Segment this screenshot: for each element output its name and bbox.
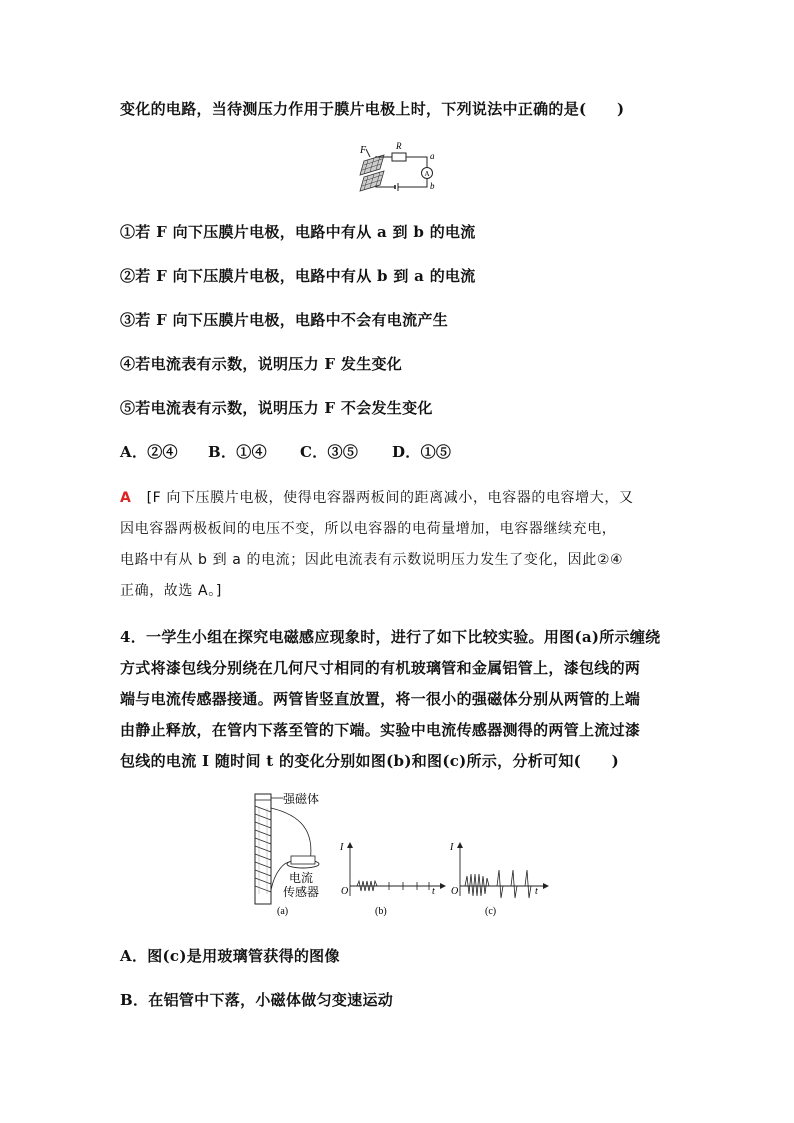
circuit-label-a: a bbox=[430, 151, 435, 161]
graph-c-axis-I: I bbox=[450, 842, 454, 853]
ammeter-label: A bbox=[424, 170, 430, 178]
q3-answer-line-3: 电路中有从 b 到 a 的电流；因此电流表有示数说明压力发生了变化，因此②④ bbox=[120, 552, 624, 568]
caption-a: (a) bbox=[277, 906, 289, 917]
q3-answer-line-4: 正确，故选 A。] bbox=[120, 583, 222, 599]
pressure-sensor-circuit-diagram bbox=[352, 137, 452, 199]
graph-b-axis-t: t bbox=[432, 886, 435, 897]
q3-option-c: C．③⑤ bbox=[300, 443, 359, 461]
graph-c-origin: O bbox=[451, 886, 459, 897]
q3-answer-letter: A bbox=[120, 490, 132, 506]
resistor-symbol bbox=[392, 153, 406, 161]
sensor-label-line-1: 电流 bbox=[289, 871, 314, 885]
statement-5: ⑤若电流表有示数，说明压力 F 不会发生变化 bbox=[120, 399, 433, 417]
q4-option-a: A．图(c)是用玻璃管获得的图像 bbox=[120, 947, 340, 965]
magnet-label: 强磁体 bbox=[283, 792, 320, 806]
statement-4: ④若电流表有示数，说明压力 F 发生变化 bbox=[120, 355, 403, 373]
q4-line-3: 端与电流传感器接通。两管皆竖直放置，将一很小的强磁体分别从两管的上端 bbox=[120, 690, 641, 708]
statement-3: ③若 F 向下压膜片电极，电路中不会有电流产生 bbox=[120, 311, 448, 329]
circuit-label-b: b bbox=[430, 181, 435, 191]
graph-b-axis-I: I bbox=[340, 842, 344, 853]
q4-line-2: 方式将漆包线分别绕在几何尺寸相同的有机玻璃管和金属铝管上，漆包线的两 bbox=[120, 659, 641, 677]
caption-c: (c) bbox=[485, 906, 497, 917]
q4-option-b: B．在铝管中下落，小磁体做匀变速运动 bbox=[120, 991, 394, 1009]
q4-line-4: 由静止释放，在管内下落至管的下端。实验中电流传感器测得的两管上流过漆 bbox=[120, 721, 641, 739]
q4-line-1: 4．一学生小组在探究电磁感应现象时，进行了如下比较实验。用图(a)所示缠绕 bbox=[120, 628, 661, 646]
q4-line-5: 包线的电流 I 随时间 t 的变化分别如图(b)和图(c)所示，分析可知( ) bbox=[120, 752, 620, 770]
figure-4-experiment bbox=[245, 790, 555, 920]
circuit-label-R: R bbox=[396, 141, 402, 151]
caption-b: (b) bbox=[375, 906, 387, 917]
question-intro-line: 变化的电路，当待测压力作用于膜片电极上时，下列说法中正确的是( ) bbox=[120, 100, 625, 118]
sensor-label-line-2: 传感器 bbox=[283, 885, 320, 899]
graph-c-axis-t: t bbox=[535, 886, 538, 897]
q3-answer-text-1: [F 向下压膜片电极，使得电容器两板间的距离减小，电容器的电容增大，又 bbox=[146, 490, 634, 506]
q3-options bbox=[120, 441, 451, 462]
statement-2: ②若 F 向下压膜片电极，电路中有从 b 到 a 的电流 bbox=[120, 267, 476, 285]
circuit-label-F: F bbox=[360, 145, 367, 156]
graph-b-origin: O bbox=[341, 886, 349, 897]
q3-option-d: D．①⑤ bbox=[392, 443, 452, 461]
figure-a-coil-tube bbox=[255, 791, 319, 917]
q3-answer-line-2: 因电容器两极板间的电压不变，所以电容器的电荷量增加，电容器继续充电， bbox=[120, 521, 617, 537]
statement-1: ①若 F 向下压膜片电极，电路中有从 a 到 b 的电流 bbox=[120, 223, 476, 241]
q3-option-b: B．①④ bbox=[208, 443, 267, 461]
q3-option-a: A．②④ bbox=[120, 443, 178, 461]
q3-answer-line-1 bbox=[120, 487, 634, 507]
figure-b-current-graph bbox=[339, 842, 446, 917]
figure-c-current-graph bbox=[449, 842, 549, 917]
